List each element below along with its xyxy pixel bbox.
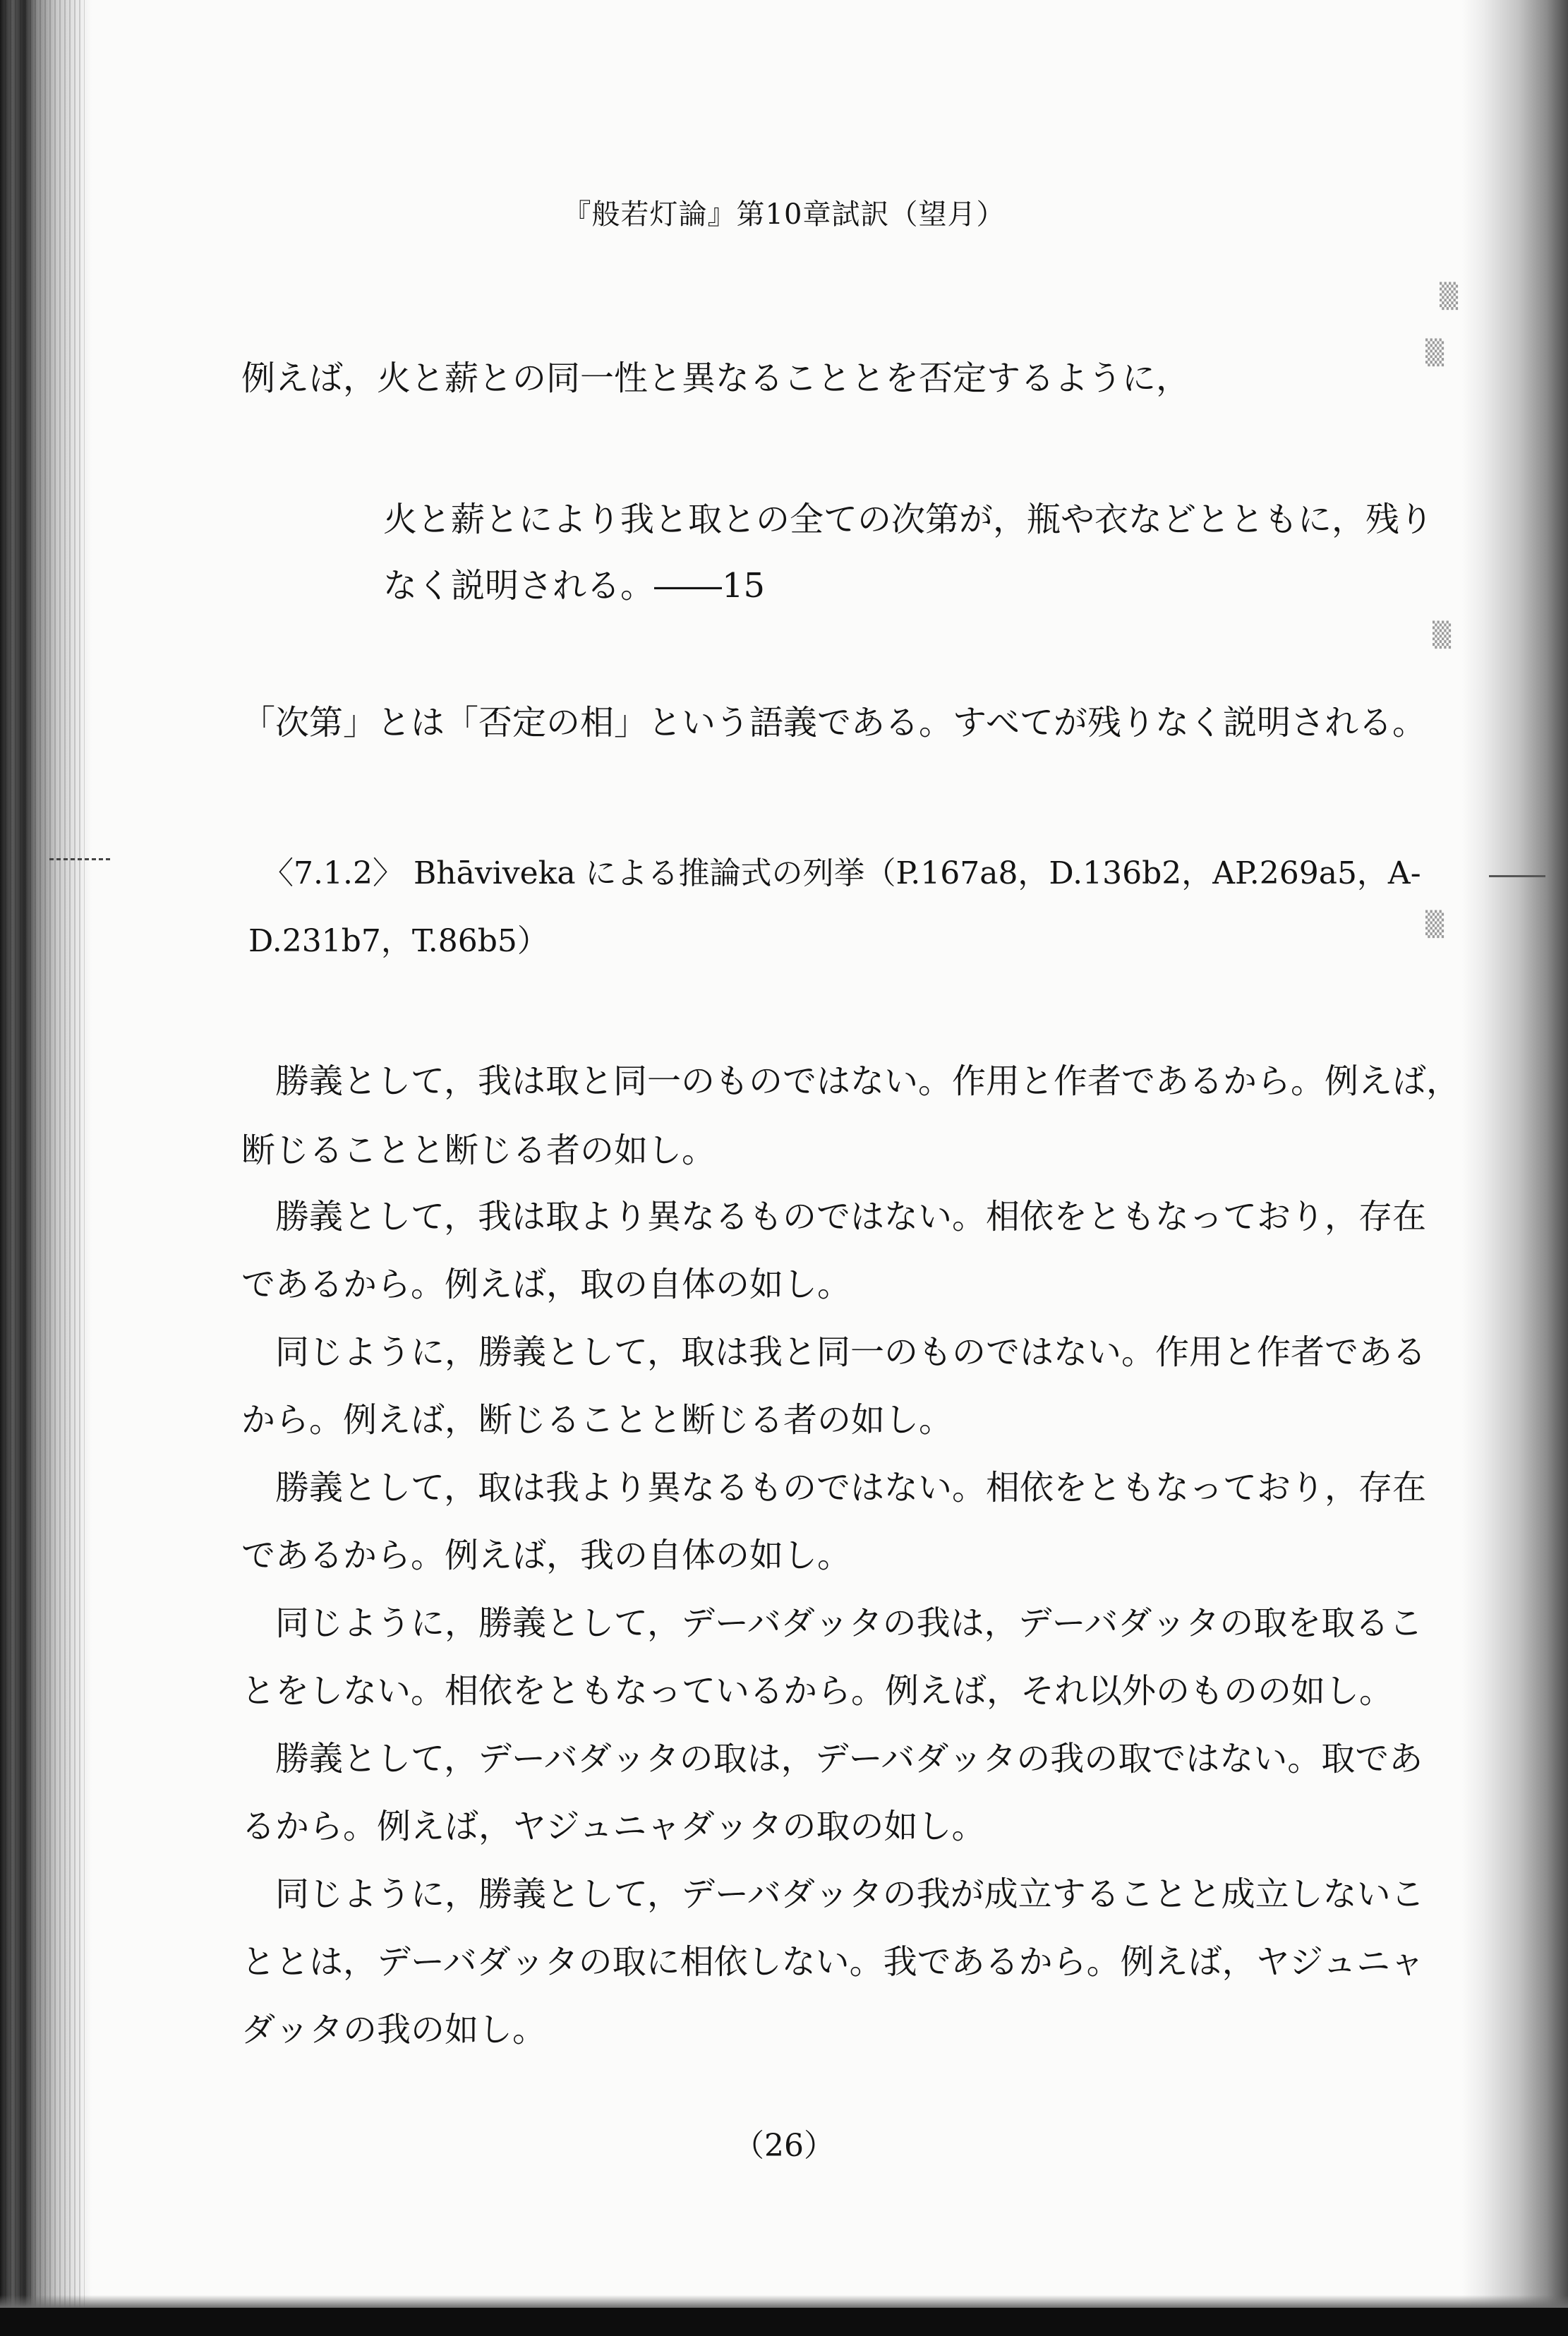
left-binding-lines	[0, 0, 85, 2336]
bleed-through-mark: ▒	[1425, 339, 1442, 367]
verse-line-1: 火と薪とにより我と取との全ての次第が，瓶や衣などとともに，残り	[383, 500, 1434, 539]
page-number: （26）	[733, 2128, 835, 2164]
body-line: ダッタの我の如し。	[241, 2010, 547, 2049]
body-line: であるから。例えば，取の自体の如し。	[241, 1265, 852, 1304]
left-margin-mark	[49, 858, 113, 860]
commentary-line: 「次第」とは「否定の相」という語義である。すべてが残りなく説明される。	[241, 703, 1427, 742]
running-header: 『般若灯論』第10章試訳（望月）	[562, 198, 1006, 231]
intro-line: 例えば，火と薪との同一性と異なることとを否定するように，	[241, 359, 1190, 398]
section-heading-line-1: 〈7.1.2〉 Bhāviveka による推論式の列挙（P.167a8，D.136b2，AP.269a5，A-	[263, 855, 1421, 891]
body-line: 勝義として，デーバダッタの取は，デーバダッタの我の取ではない。取であ	[241, 1739, 1423, 1778]
right-margin-mark	[1489, 875, 1545, 877]
right-edge-shadow	[1462, 0, 1568, 2336]
verse-line-2: なく説明される。――15	[383, 566, 766, 606]
body-line: 同じように，勝義として，デーバダッタの我が成立することと成立しないこ	[241, 1874, 1425, 1914]
body-line: であるから。例えば，我の自体の如し。	[241, 1536, 852, 1575]
body-line: 断じることと断じる者の如し。	[241, 1131, 716, 1170]
body-line: ととは，デーバダッタの取に相依しない。我であるから。例えば，ヤジュニャ	[241, 1942, 1425, 1982]
body-line: から。例えば，断じることと断じる者の如し。	[241, 1400, 953, 1440]
bottom-edge-fade	[0, 2295, 1568, 2308]
bleed-through-mark: ▒	[1440, 282, 1456, 311]
body-line: 勝義として，我は取と同一のものではない。作用と作者であるから。例えば，	[241, 1061, 1461, 1101]
bleed-through-mark: ▒	[1425, 910, 1442, 939]
body-line: 同じように，勝義として，取は我と同一のものではない。作用と作者である	[241, 1332, 1427, 1372]
body-line: 勝義として，我は取より異なるものではない。相依をともなっており，存在	[241, 1197, 1427, 1236]
body-line: とをしない。相依をともなっているから。例えば，それ以外のものの如し。	[241, 1671, 1394, 1711]
body-line: るから。例えば，ヤジュニャダッタの取の如し。	[241, 1807, 986, 1846]
body-line: 同じように，勝義として，デーバダッタの我は，デーバダッタの取を取るこ	[241, 1603, 1423, 1643]
bottom-scan-edge	[0, 2308, 1568, 2336]
bleed-through-mark: ▒	[1433, 621, 1449, 649]
body-line: 勝義として，取は我より異なるものではない。相依をともなっており，存在	[241, 1468, 1427, 1507]
section-heading-line-2: D.231b7，T.86b5）	[248, 923, 548, 959]
